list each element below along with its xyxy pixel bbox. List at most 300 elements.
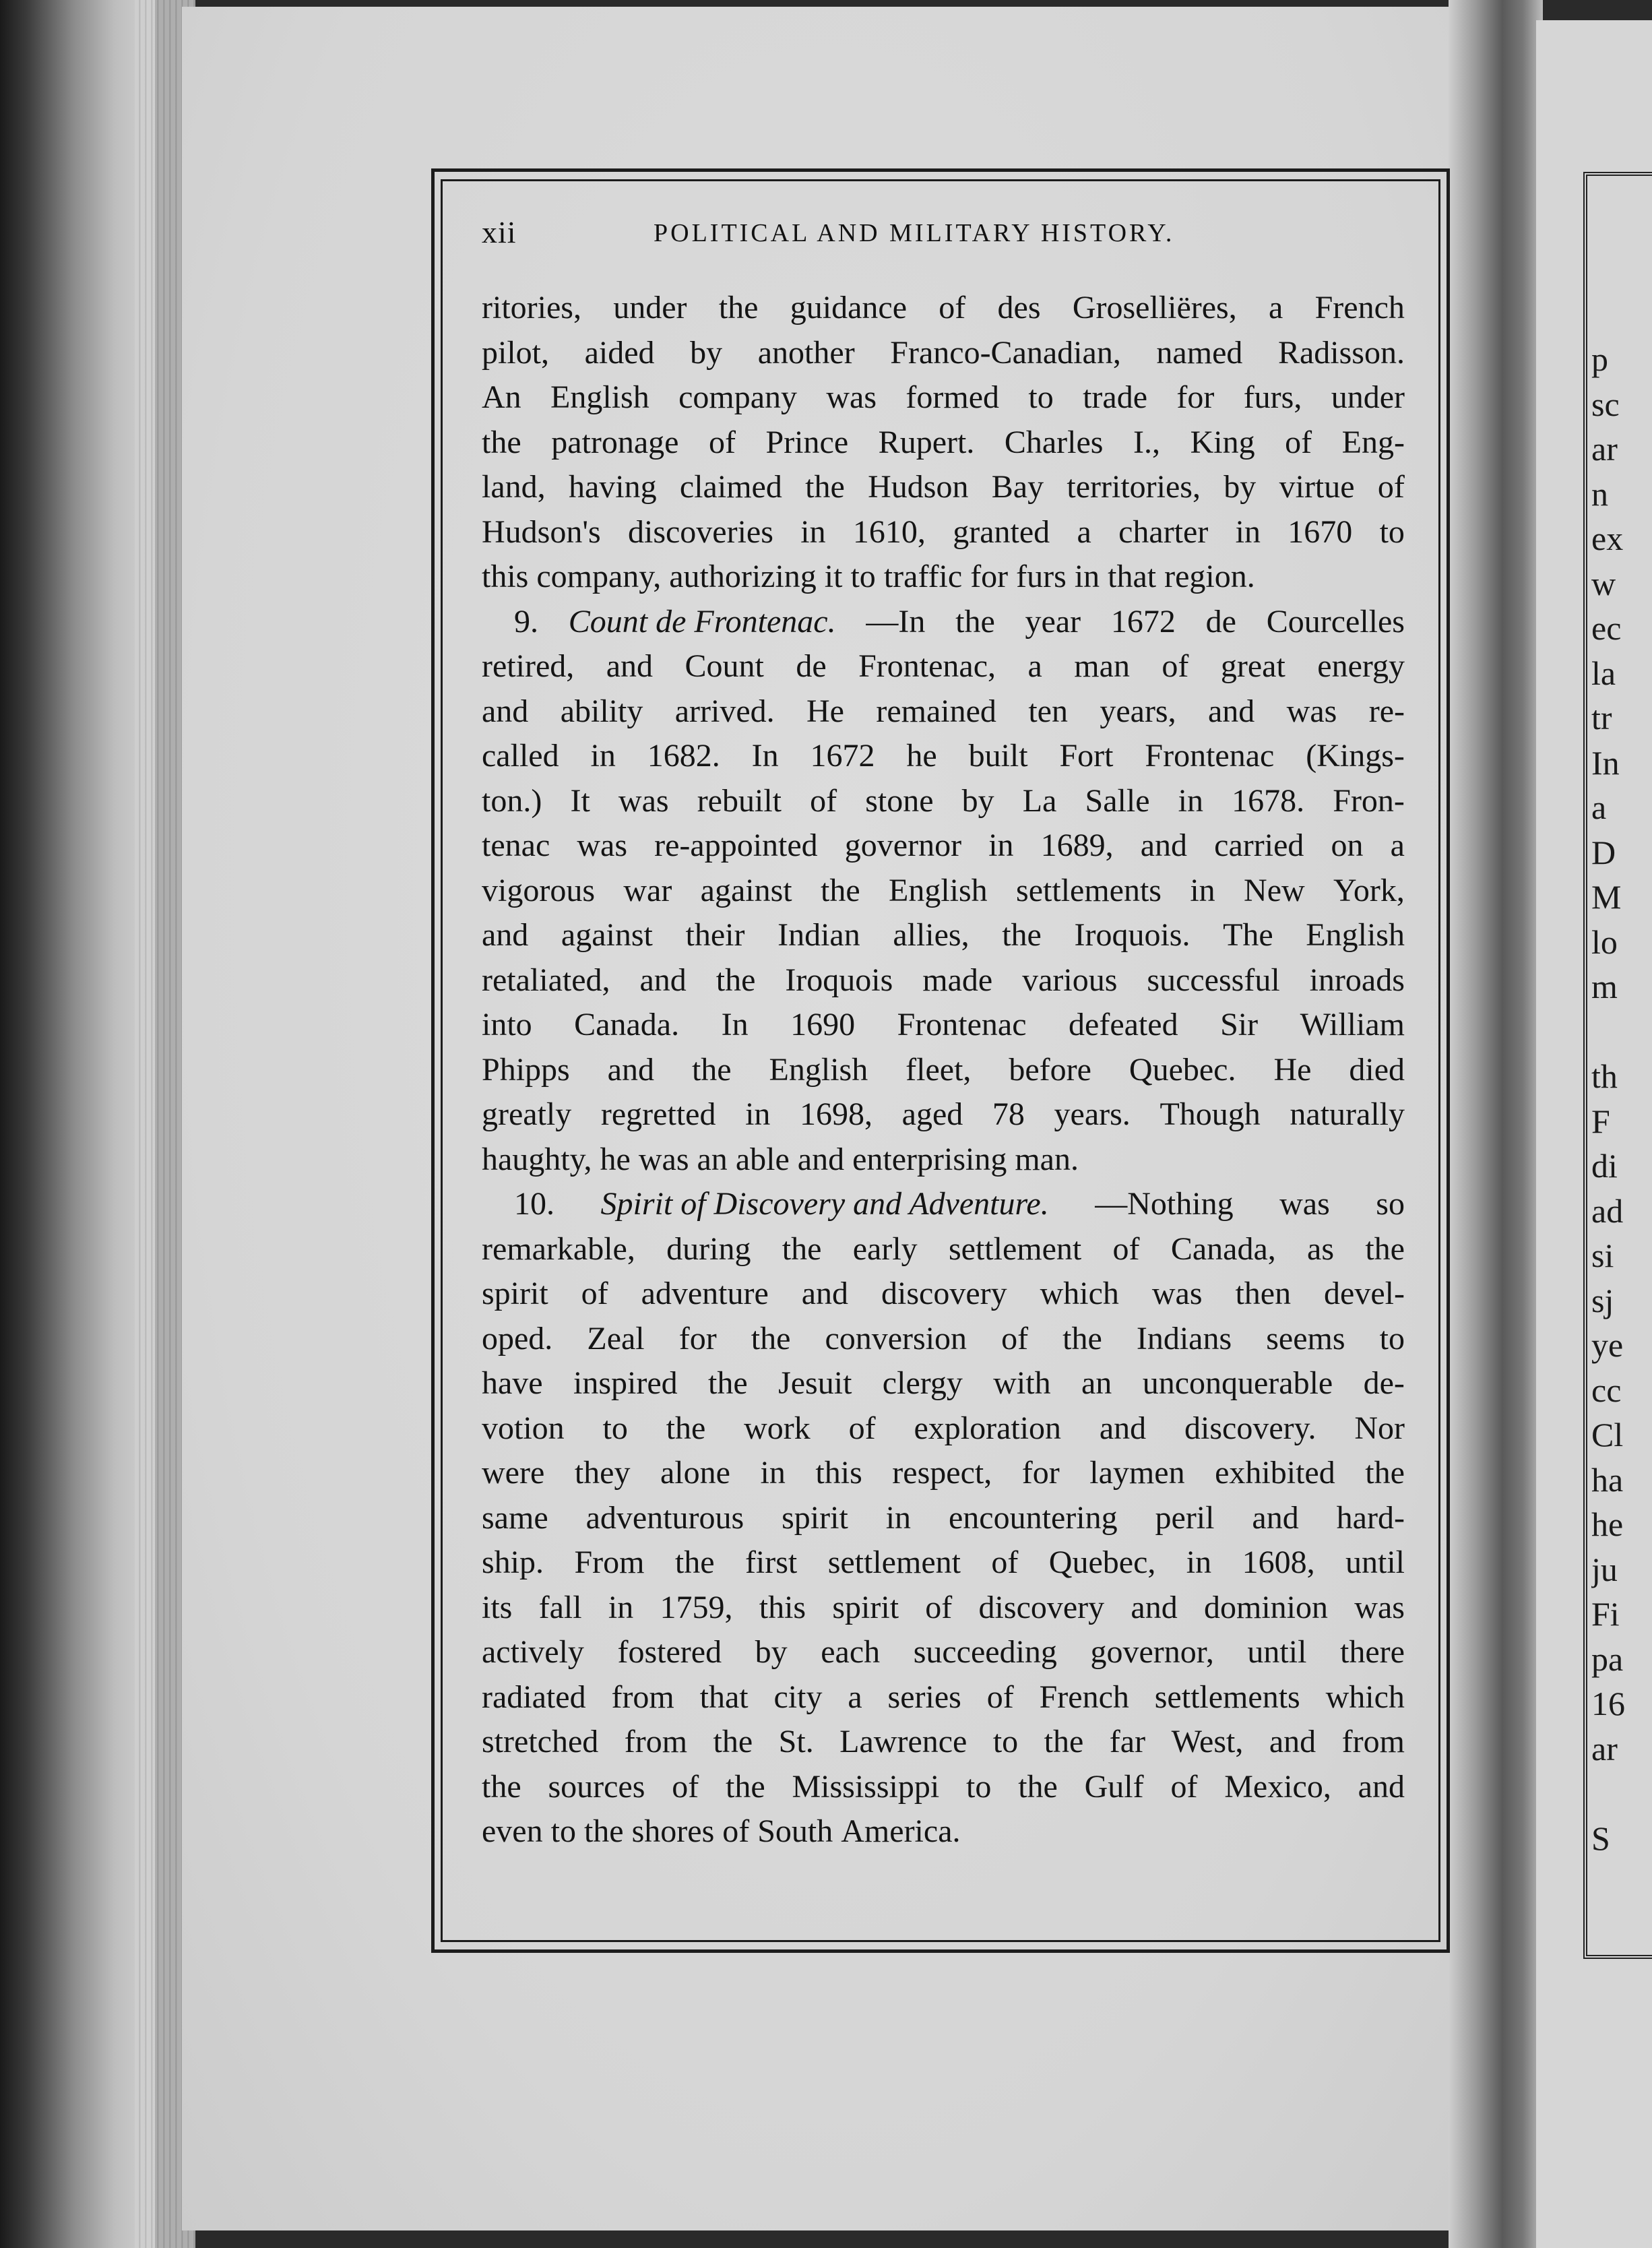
facing-page-line-fragment: di bbox=[1591, 1147, 1618, 1185]
word: discovery bbox=[978, 1589, 1105, 1625]
word: an bbox=[1081, 1365, 1112, 1401]
word: greatly bbox=[482, 1096, 572, 1132]
word: another bbox=[757, 334, 855, 371]
word: South bbox=[757, 1813, 841, 1849]
word: made bbox=[922, 962, 993, 998]
facing-page-line-fragment: tr bbox=[1591, 699, 1612, 737]
word: of bbox=[581, 1276, 608, 1311]
text-line bbox=[482, 689, 1405, 735]
word: regretted bbox=[600, 1096, 716, 1132]
word: Sir bbox=[1220, 1007, 1259, 1042]
text-line bbox=[482, 1586, 1405, 1631]
word: Frontenac bbox=[1145, 738, 1275, 774]
facing-page-line-fragment: Fi bbox=[1591, 1595, 1620, 1633]
word: York, bbox=[1333, 872, 1405, 908]
facing-page-line-fragment: ju bbox=[1591, 1550, 1618, 1588]
word: vigorous bbox=[482, 872, 595, 908]
word: and bbox=[607, 1051, 654, 1088]
facing-page-line-fragment: ec bbox=[1591, 609, 1622, 647]
word: this bbox=[759, 1589, 806, 1625]
word: St. bbox=[778, 1724, 814, 1759]
section-lead-word: de bbox=[1205, 603, 1236, 639]
word: actively bbox=[482, 1634, 584, 1670]
word: their bbox=[685, 917, 745, 953]
word: its bbox=[482, 1589, 513, 1625]
word: until bbox=[1345, 1544, 1405, 1580]
text-line bbox=[482, 1003, 1405, 1048]
word: La bbox=[1022, 782, 1057, 819]
word: the bbox=[1002, 917, 1042, 953]
word: fostered bbox=[617, 1634, 722, 1670]
section-lead-word: year bbox=[1025, 603, 1081, 639]
word: It bbox=[570, 782, 590, 819]
word: to bbox=[1379, 1320, 1405, 1356]
word: and bbox=[639, 962, 687, 998]
word: From bbox=[574, 1544, 645, 1580]
word: from bbox=[611, 1679, 674, 1715]
word: able bbox=[735, 1141, 798, 1177]
word: English bbox=[550, 379, 649, 415]
word: which bbox=[1040, 1276, 1119, 1311]
word: 78 bbox=[992, 1096, 1025, 1132]
text-line bbox=[482, 465, 1405, 510]
facing-page-line-fragment: pa bbox=[1591, 1640, 1624, 1678]
word: in bbox=[885, 1499, 912, 1536]
text-line bbox=[482, 779, 1405, 824]
word: naturally bbox=[1290, 1096, 1405, 1132]
word: rebuilt bbox=[697, 782, 782, 819]
word: English bbox=[1306, 917, 1405, 953]
word: hard- bbox=[1336, 1499, 1405, 1536]
word: of bbox=[1285, 424, 1312, 460]
word: of bbox=[672, 1768, 699, 1805]
word: to bbox=[992, 1724, 1019, 1759]
facing-page-line-fragment: F bbox=[1591, 1102, 1610, 1140]
word: a bbox=[1390, 828, 1405, 863]
word: Rupert. bbox=[878, 424, 975, 460]
word: patronage bbox=[551, 424, 679, 460]
word: 1608, bbox=[1242, 1544, 1315, 1580]
word: in bbox=[800, 513, 826, 550]
word: in bbox=[1186, 1544, 1212, 1580]
word: in bbox=[590, 738, 616, 774]
word: carried bbox=[1214, 828, 1304, 863]
word: Prince bbox=[765, 424, 849, 460]
text-line bbox=[482, 644, 1405, 689]
word: radiated bbox=[482, 1679, 586, 1715]
word: Hudson bbox=[868, 469, 969, 505]
word: William bbox=[1300, 1007, 1405, 1042]
word: charter bbox=[1118, 513, 1209, 550]
text-line bbox=[482, 869, 1405, 914]
word: of bbox=[925, 1589, 953, 1625]
word: re- bbox=[1368, 693, 1405, 729]
facing-page-line-fragment: ex bbox=[1591, 520, 1624, 557]
section-title: Count de Frontenac. bbox=[568, 603, 836, 639]
word: guidance bbox=[790, 290, 907, 325]
word: Frontenac bbox=[897, 1007, 1027, 1042]
word: and bbox=[1140, 828, 1188, 863]
word: various bbox=[1022, 962, 1118, 998]
facing-page-line-fragment: Cl bbox=[1591, 1416, 1624, 1454]
word: as bbox=[1307, 1230, 1335, 1267]
word: of bbox=[1001, 1320, 1029, 1356]
word: ton.) bbox=[482, 782, 542, 819]
word: Frontenac, bbox=[858, 648, 996, 684]
word: by bbox=[1224, 469, 1257, 505]
word: authorizing bbox=[669, 559, 825, 594]
word: to bbox=[1028, 379, 1054, 415]
text-line bbox=[482, 1809, 1405, 1854]
word: Groselliëres, bbox=[1072, 290, 1237, 325]
text-line bbox=[482, 1361, 1405, 1406]
word: He bbox=[806, 693, 844, 729]
word: of bbox=[1170, 1768, 1198, 1805]
word: of bbox=[986, 1679, 1014, 1715]
word: man bbox=[1074, 648, 1130, 684]
word: series bbox=[887, 1679, 961, 1715]
word: fall bbox=[538, 1589, 582, 1625]
section-lead-word: the bbox=[955, 603, 995, 639]
word: then bbox=[1235, 1276, 1292, 1311]
word: spirit bbox=[782, 1499, 848, 1536]
word: ritories, bbox=[482, 290, 581, 325]
facing-page-line-fragment: ye bbox=[1591, 1326, 1624, 1364]
word: the bbox=[718, 290, 759, 325]
word: defeated bbox=[1069, 1007, 1178, 1042]
word: the bbox=[713, 1724, 753, 1759]
word: the bbox=[691, 1051, 732, 1088]
word: ship. bbox=[482, 1544, 544, 1580]
word: English bbox=[889, 872, 988, 908]
word: encountering bbox=[949, 1499, 1118, 1536]
facing-page-line-fragment: p bbox=[1591, 340, 1608, 378]
word: sources bbox=[548, 1768, 645, 1805]
word: alone bbox=[660, 1455, 730, 1491]
word: America. bbox=[841, 1813, 961, 1849]
facing-page-line-fragment: lo bbox=[1591, 923, 1618, 961]
word: against bbox=[561, 917, 653, 953]
word: of bbox=[1162, 648, 1189, 684]
word: it bbox=[824, 559, 851, 594]
word: years. bbox=[1054, 1096, 1131, 1132]
word: unconquerable bbox=[1142, 1365, 1333, 1401]
text-line bbox=[482, 510, 1405, 555]
word: in bbox=[745, 1096, 771, 1132]
facing-page-line-fragment: ar bbox=[1591, 1729, 1618, 1768]
word: and bbox=[482, 693, 529, 729]
word: and bbox=[1131, 1589, 1178, 1625]
word: Canada, bbox=[1170, 1230, 1276, 1267]
text-line bbox=[482, 1720, 1405, 1765]
text-line bbox=[482, 1227, 1405, 1272]
word: named bbox=[1156, 334, 1243, 371]
word: enterprising bbox=[852, 1141, 1015, 1177]
text-line bbox=[482, 1630, 1405, 1675]
running-head: POLITICAL AND MILITARY HISTORY. bbox=[654, 219, 1175, 247]
facing-page-text bbox=[1591, 337, 1652, 1861]
word: adventure bbox=[641, 1276, 769, 1311]
word: to bbox=[550, 1813, 584, 1849]
word: and bbox=[1252, 1499, 1299, 1536]
word: ability bbox=[560, 693, 643, 729]
word: Iroquois bbox=[785, 962, 893, 998]
facing-page-line-fragment: S bbox=[1591, 1819, 1610, 1857]
word: the bbox=[716, 962, 756, 998]
word: that bbox=[699, 1679, 749, 1715]
book-binding-edge bbox=[0, 0, 155, 2248]
word: discovery. bbox=[1184, 1410, 1316, 1446]
page-number: xii bbox=[482, 215, 517, 249]
word: spirit bbox=[832, 1589, 899, 1625]
word: from bbox=[624, 1724, 688, 1759]
word: before bbox=[1009, 1051, 1091, 1088]
word: furs, bbox=[1243, 379, 1302, 415]
word: discoveries bbox=[627, 513, 773, 550]
section-number: 9. bbox=[514, 603, 538, 639]
word: to bbox=[966, 1768, 992, 1805]
word: even bbox=[482, 1813, 551, 1849]
text-line bbox=[482, 420, 1405, 466]
word: spirit bbox=[482, 1276, 548, 1311]
facing-page-line-fragment: ar bbox=[1591, 430, 1618, 468]
facing-page-line-fragment: a bbox=[1591, 788, 1607, 826]
word: for bbox=[678, 1320, 717, 1356]
word: Canada. bbox=[574, 1007, 680, 1042]
word: built bbox=[968, 738, 1028, 774]
word: fleet, bbox=[906, 1051, 972, 1088]
word: Count bbox=[685, 648, 764, 684]
text-line bbox=[482, 1540, 1405, 1586]
word: the bbox=[751, 1320, 791, 1356]
word: he bbox=[906, 738, 937, 774]
word: by bbox=[755, 1634, 788, 1670]
word: West, bbox=[1171, 1724, 1244, 1759]
text-line bbox=[482, 1451, 1405, 1496]
word: was bbox=[577, 828, 628, 863]
word: the bbox=[1365, 1230, 1405, 1267]
word: under bbox=[613, 290, 687, 325]
word: a bbox=[1027, 648, 1042, 684]
word: energy bbox=[1317, 648, 1405, 684]
word: Indian bbox=[777, 917, 860, 953]
word: and bbox=[1099, 1410, 1147, 1446]
text-line bbox=[482, 600, 1405, 645]
word: settlements bbox=[1154, 1679, 1300, 1715]
text-line bbox=[482, 1182, 1405, 1227]
facing-page-line-fragment: sc bbox=[1591, 385, 1620, 423]
facing-page-line-fragment: ha bbox=[1591, 1460, 1624, 1499]
word: for bbox=[1176, 379, 1215, 415]
word: a bbox=[1077, 513, 1091, 550]
word: exploration bbox=[914, 1410, 1062, 1446]
word: and bbox=[797, 1141, 853, 1177]
word: An bbox=[482, 379, 521, 415]
word: des bbox=[997, 290, 1041, 325]
facing-page-line-fragment bbox=[1591, 1771, 1652, 1816]
word: early bbox=[852, 1230, 918, 1267]
word: work bbox=[744, 1410, 811, 1446]
facing-page-line-fragment: si bbox=[1591, 1237, 1614, 1274]
word: land, bbox=[482, 469, 546, 505]
word: man. bbox=[1015, 1141, 1079, 1177]
word: was bbox=[1354, 1589, 1405, 1625]
word: they bbox=[574, 1455, 631, 1491]
word: in bbox=[1190, 872, 1215, 908]
section-lead-word: —In bbox=[866, 603, 926, 639]
word: I., bbox=[1133, 424, 1161, 460]
word: French bbox=[1314, 290, 1405, 325]
text-line bbox=[482, 823, 1405, 869]
word: in bbox=[1074, 559, 1108, 594]
word: exhibited bbox=[1215, 1455, 1335, 1491]
word: for bbox=[970, 559, 1017, 594]
word: war bbox=[623, 872, 672, 908]
word: to bbox=[850, 559, 884, 594]
word: dominion bbox=[1204, 1589, 1329, 1625]
text-line bbox=[482, 1137, 1405, 1183]
word: in bbox=[1178, 782, 1203, 819]
word: of bbox=[810, 782, 837, 819]
word: formed bbox=[906, 379, 999, 415]
facing-page-line-fragment: m bbox=[1591, 968, 1618, 1005]
word: was bbox=[826, 379, 877, 415]
facing-page-line-fragment: n bbox=[1591, 474, 1608, 513]
word: 1759, bbox=[660, 1589, 733, 1625]
word: of bbox=[1377, 469, 1405, 505]
word: Fort bbox=[1059, 738, 1114, 774]
word: ten bbox=[1028, 693, 1068, 729]
page-header bbox=[482, 214, 1405, 261]
word: granted bbox=[953, 513, 1050, 550]
word: was bbox=[638, 1141, 697, 1177]
text-line bbox=[482, 913, 1405, 958]
word: furs bbox=[1016, 559, 1075, 594]
body-text bbox=[482, 286, 1405, 1854]
text-line bbox=[482, 555, 1405, 600]
word: Jesuit bbox=[778, 1365, 852, 1401]
text-line bbox=[482, 1675, 1405, 1720]
word: the bbox=[1365, 1455, 1405, 1491]
word: same bbox=[482, 1499, 548, 1536]
word: to bbox=[1379, 513, 1405, 550]
word: there bbox=[1339, 1634, 1405, 1670]
section-lead-word: —Nothing bbox=[1095, 1186, 1234, 1222]
text-line bbox=[482, 286, 1405, 331]
word: retaliated, bbox=[482, 962, 610, 998]
word: the bbox=[1044, 1724, 1084, 1759]
word: 1689, bbox=[1040, 828, 1114, 863]
word: of bbox=[722, 1813, 758, 1849]
text-line bbox=[482, 1496, 1405, 1541]
word: of bbox=[848, 1410, 876, 1446]
word: governor, bbox=[1090, 1634, 1214, 1670]
word: New bbox=[1244, 872, 1305, 908]
text-line bbox=[482, 1272, 1405, 1317]
word: the bbox=[482, 1768, 521, 1805]
word: Iroquois. bbox=[1074, 917, 1190, 953]
facing-page-line-fragment: la bbox=[1591, 654, 1616, 692]
word: Lawrence bbox=[839, 1724, 967, 1759]
word: settlements bbox=[1016, 872, 1162, 908]
word: this bbox=[482, 559, 537, 594]
word: The bbox=[1223, 917, 1273, 953]
text-line bbox=[482, 1048, 1405, 1093]
word: were bbox=[482, 1455, 545, 1491]
word: Phipps bbox=[482, 1051, 570, 1088]
word: under bbox=[1331, 379, 1405, 415]
word: of bbox=[1112, 1230, 1140, 1267]
word: allies, bbox=[893, 917, 970, 953]
section-lead-word: Courcelles bbox=[1266, 603, 1405, 639]
word: an bbox=[697, 1141, 736, 1177]
word: called bbox=[482, 738, 559, 774]
word: company, bbox=[536, 559, 670, 594]
word: and bbox=[1358, 1768, 1405, 1805]
word: In bbox=[751, 738, 779, 774]
word: the bbox=[666, 1410, 706, 1446]
word: and bbox=[482, 917, 529, 953]
word: peril bbox=[1155, 1499, 1215, 1536]
word: this bbox=[815, 1455, 862, 1491]
word: for bbox=[1021, 1455, 1060, 1491]
word: Indians bbox=[1136, 1320, 1232, 1356]
word: haughty, bbox=[482, 1141, 600, 1177]
word: a bbox=[848, 1679, 862, 1715]
word: the bbox=[674, 1544, 715, 1580]
word: 1672 bbox=[810, 738, 875, 774]
word: region. bbox=[1164, 559, 1255, 594]
word: Franco-Canadian, bbox=[890, 334, 1121, 371]
word: city bbox=[773, 1679, 823, 1715]
word: a bbox=[1269, 290, 1283, 325]
word: aided bbox=[584, 334, 655, 371]
word: Though bbox=[1159, 1096, 1261, 1132]
word: of bbox=[939, 290, 966, 325]
word: claimed bbox=[679, 469, 782, 505]
facing-page-line-fragment: D bbox=[1591, 833, 1616, 871]
word: 1690 bbox=[790, 1007, 856, 1042]
word: the bbox=[708, 1365, 748, 1401]
word: Gulf bbox=[1084, 1768, 1144, 1805]
word: respect, bbox=[892, 1455, 992, 1491]
word: French bbox=[1039, 1679, 1129, 1715]
facing-page-line-fragment: cc bbox=[1591, 1371, 1622, 1409]
text-line bbox=[482, 375, 1405, 420]
word: remained bbox=[876, 693, 996, 729]
word: arrived. bbox=[674, 693, 775, 729]
text-line bbox=[482, 1092, 1405, 1137]
word: was bbox=[618, 782, 669, 819]
word: 1610, bbox=[852, 513, 926, 550]
word: until bbox=[1247, 1634, 1307, 1670]
word: territories, bbox=[1067, 469, 1201, 505]
word: company bbox=[678, 379, 798, 415]
facing-page-line-fragment: he bbox=[1591, 1505, 1624, 1543]
word: in bbox=[1235, 513, 1261, 550]
facing-page-line-fragment: th bbox=[1591, 1057, 1618, 1095]
word: discovery bbox=[881, 1276, 1007, 1311]
word: was bbox=[1151, 1276, 1203, 1311]
word: died bbox=[1349, 1051, 1405, 1088]
word: de- bbox=[1363, 1365, 1405, 1401]
word: against bbox=[700, 872, 792, 908]
word: in bbox=[608, 1589, 634, 1625]
word: in bbox=[988, 828, 1014, 863]
word: years, bbox=[1100, 693, 1176, 729]
word: and bbox=[801, 1276, 849, 1311]
word: and bbox=[1269, 1724, 1316, 1759]
